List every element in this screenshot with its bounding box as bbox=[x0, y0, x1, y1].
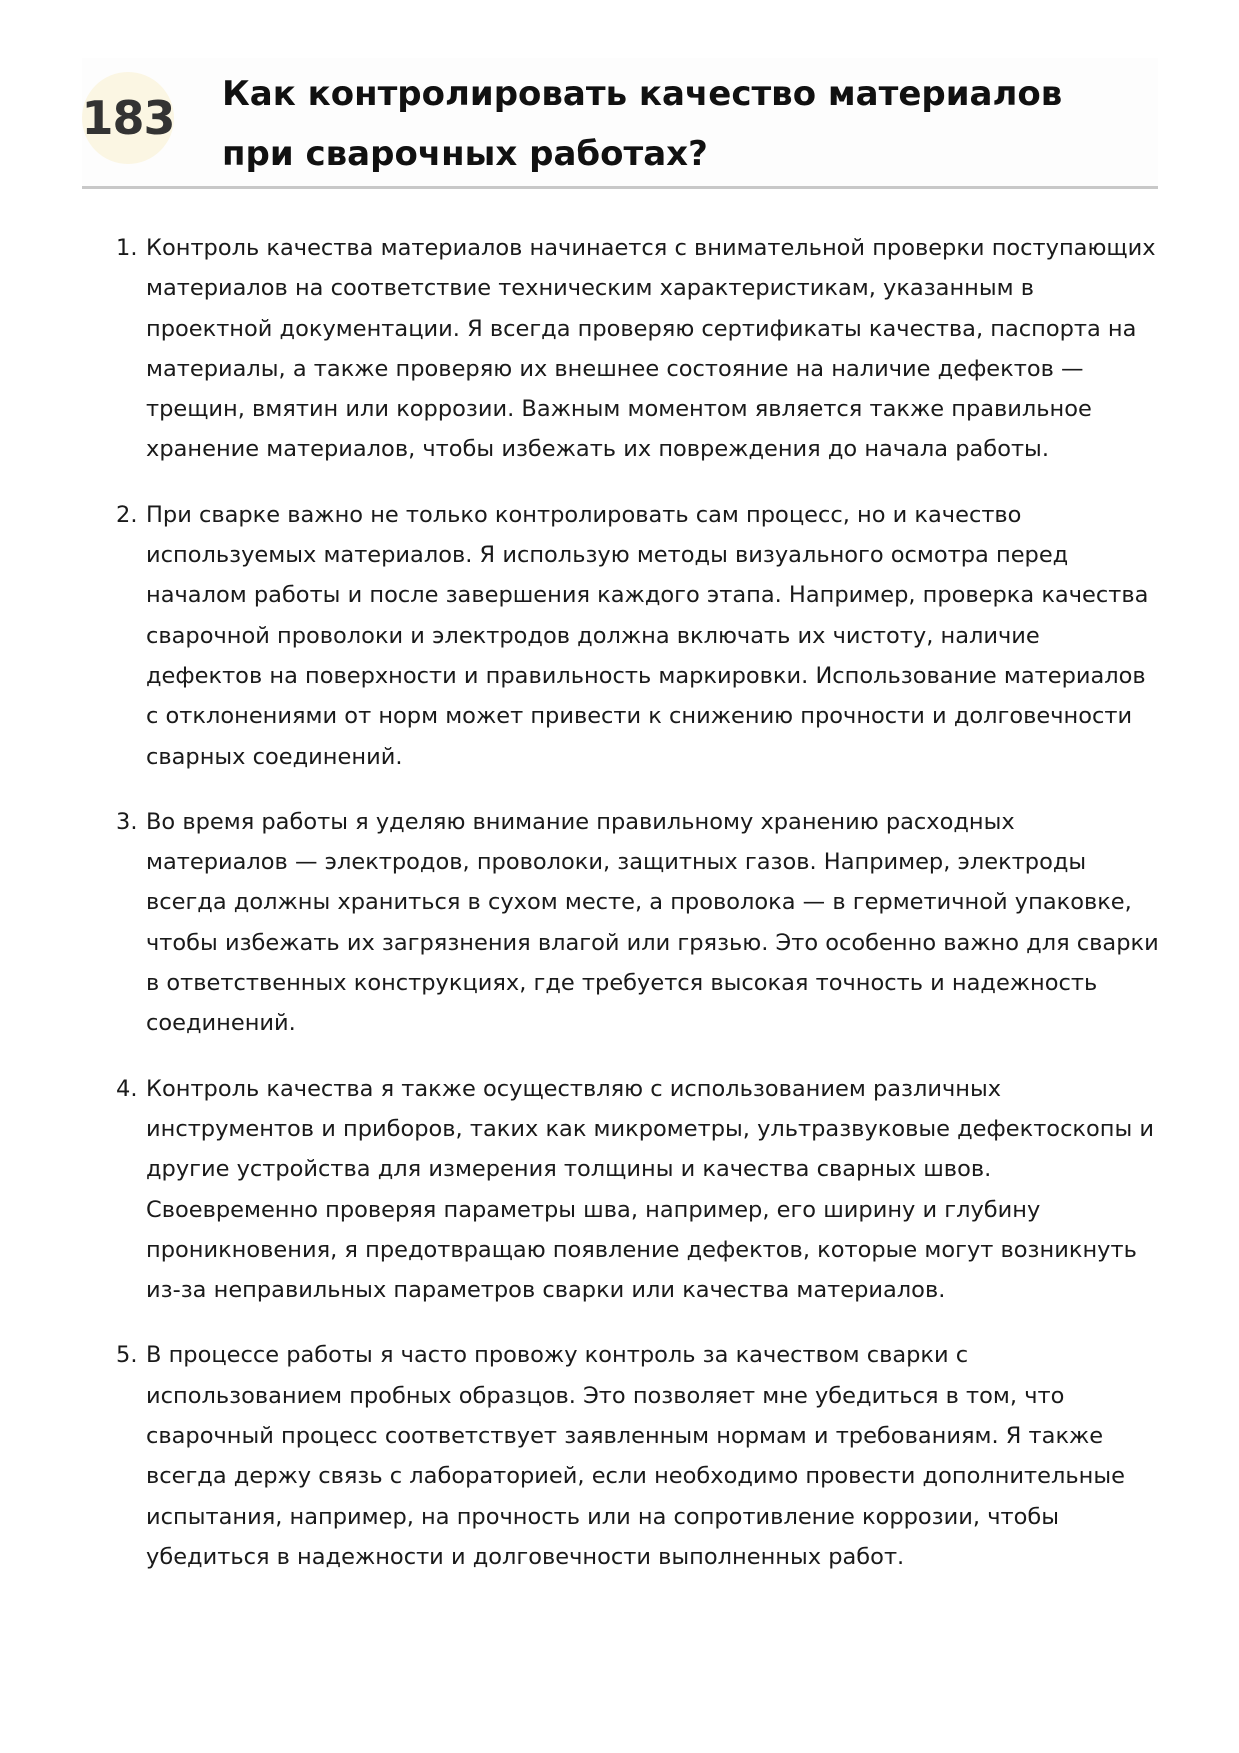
list-item-text: Контроль качества я также осуществляю с использованием различных инструментов и приборов, таких как микрометры, ультразвуковые дефектоскопы и другие устройства для измерения толщины и качества сварных швов. Своевременно проверяя параметры шва, например, его ширину и глубину проникновения, я предотвращаю появление дефектов, которые могут возникнуть из-за неправильных параметров сварки или качества материалов. bbox=[146, 1075, 1155, 1304]
list-item bbox=[110, 495, 1160, 777]
page-title: Как контролировать качество материалов при сварочных работах? bbox=[222, 74, 1063, 174]
list-item-text: Во время работы я уделяю внимание правильному хранению расходных материалов — электродов, проволоки, защитных газов. Например, электроды всегда должны храниться в сухом месте, а проволока — в герметичной упаковке, чтобы избежать их загрязнения влагой или грязью. Это особенно важно для сварки в ответственных конструкциях, где требуется высокая точность и надежность соединений. bbox=[146, 808, 1159, 1037]
list-item bbox=[110, 1069, 1160, 1311]
list-item-text: Контроль качества материалов начинается с внимательной проверки поступающих материалов на соответствие техническим характеристикам, указанным в проектной документации. Я всегда проверяю сертификаты качества, паспорта на материалы, а также проверяю их внешнее состояние на наличие дефектов — трещин, вмятин или коррозии. Важным моментом является также правильное хранение материалов, чтобы избежать их повреждения до начала работы. bbox=[146, 235, 1156, 463]
question-header bbox=[82, 58, 1158, 189]
list-item-text: В процессе работы я часто провожу контроль за качеством сварки с использованием пробных образцов. Это позволяет мне убедиться в том, что сварочный процесс соответствует заявленным нормам и требованиям. Я также всегда держу связь с лабораторией, если необходимо провести дополнительные испытания, например, на прочность или на сопротивление коррозии, чтобы убедиться в надежности и долговечности выполненных работ. bbox=[146, 1342, 1125, 1570]
list-item-number: 5. bbox=[116, 1342, 138, 1369]
list-item-number: 3. bbox=[116, 808, 138, 835]
list-item bbox=[110, 802, 1160, 1044]
list-item-number: 4. bbox=[116, 1075, 138, 1102]
list-item-number: 2. bbox=[116, 501, 138, 528]
answer-list bbox=[110, 228, 1160, 1602]
question-number-badge: 183 bbox=[82, 72, 174, 164]
list-item-text: При сварке важно не только контролировать сам процесс, но и качество используемых материалов. Я использую методы визуального осмотра перед началом работы и после завершения каждого этапа. Например, проверка качества сварочной проволоки и электродов должна включать их чистоту, наличие дефектов на поверхности и правильность маркировки. Использование материалов с отклонениями от норм может привести к снижению прочности и долговечности сварных соединений. bbox=[146, 501, 1149, 770]
list-item bbox=[110, 1335, 1160, 1577]
list-item bbox=[110, 228, 1160, 470]
list-item-number: 1. bbox=[116, 235, 138, 261]
